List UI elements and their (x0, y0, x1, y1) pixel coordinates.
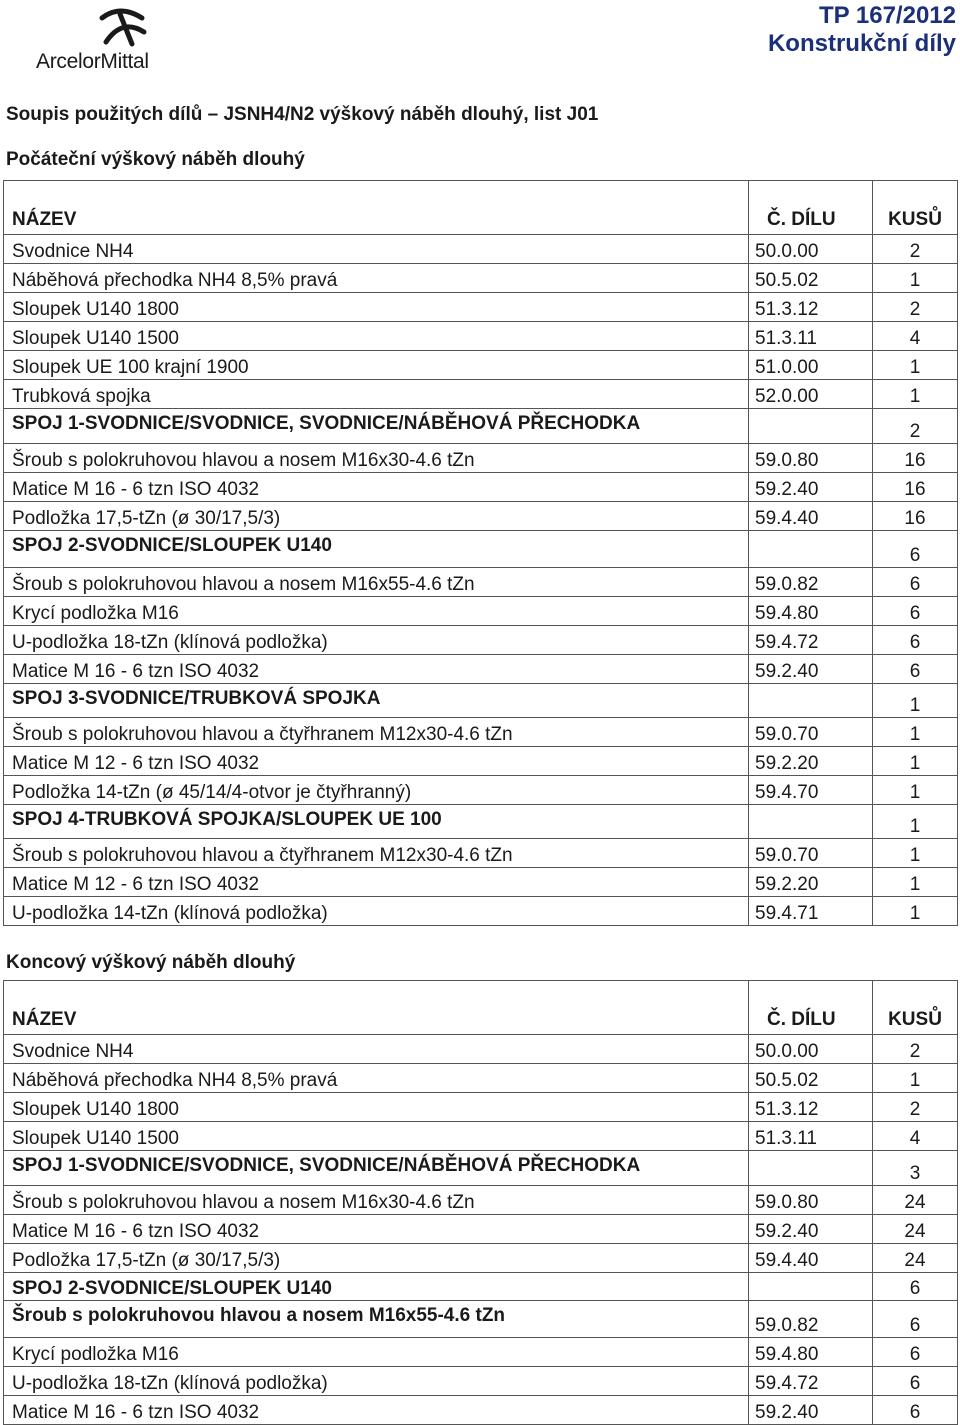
table-row (4, 473, 958, 502)
part-number-cell: 59.4.80 (749, 597, 873, 626)
section-title-final: Koncový výškový náběh dlouhý (6, 952, 296, 973)
part-number-cell: 59.2.20 (749, 747, 873, 776)
part-number-cell (749, 409, 873, 444)
joint-row (4, 684, 958, 718)
quantity-cell: 16 (873, 473, 958, 502)
part-number-cell: 59.0.82 (749, 1301, 873, 1338)
quantity-cell: 6 (873, 1338, 958, 1367)
part-number-cell: 59.4.70 (749, 776, 873, 805)
arcelormittal-logo (36, 8, 166, 72)
quantity-cell: 16 (873, 444, 958, 473)
part-number-cell: 59.0.82 (749, 568, 873, 597)
part-number-cell (749, 684, 873, 718)
quantity-cell: 1 (873, 264, 958, 293)
part-name-cell: Šroub s polokruhovou hlavou a nosem M16x55-4.6 tZn (4, 568, 749, 597)
page-title: Soupis použitých dílů – JSNH4/N2 výškový náběh dlouhý, list J01 (6, 104, 599, 125)
part-name-cell: Matice M 12 - 6 tzn ISO 4032 (4, 868, 749, 897)
parts-table-initial (3, 180, 958, 926)
quantity-cell: 1 (873, 1064, 958, 1093)
quantity-cell: 6 (873, 1273, 958, 1301)
part-number-cell: 50.5.02 (749, 264, 873, 293)
table-row (4, 502, 958, 531)
part-name-cell: U-podložka 18-tZn (klínová podložka) (4, 626, 749, 655)
table-row (4, 264, 958, 293)
part-number-cell: 51.3.12 (749, 293, 873, 322)
column-header-part-no: Č. DÍLU (749, 181, 873, 235)
table-row (4, 322, 958, 351)
part-name-cell: Matice M 16 - 6 tzn ISO 4032 (4, 473, 749, 502)
part-name-cell: Sloupek U140 1500 (4, 322, 749, 351)
quantity-cell: 6 (873, 655, 958, 684)
part-name-cell: SPOJ 1-SVODNICE/SVODNICE, SVODNICE/NÁBĚHOVÁ PŘECHODKA (4, 409, 749, 444)
part-number-cell (749, 805, 873, 839)
quantity-cell: 1 (873, 805, 958, 839)
document-type: Konstrukční díly (767, 30, 956, 57)
table-row (4, 235, 958, 264)
part-number-cell: 59.0.70 (749, 839, 873, 868)
quantity-cell: 1 (873, 868, 958, 897)
part-name-cell: Matice M 16 - 6 tzn ISO 4032 (4, 1396, 749, 1425)
quantity-cell: 1 (873, 897, 958, 926)
part-name-cell: U-podložka 14-tZn (klínová podložka) (4, 897, 749, 926)
part-number-cell: 59.0.70 (749, 718, 873, 747)
part-number-cell: 59.4.80 (749, 1338, 873, 1367)
part-name-cell: Šroub s polokruhovou hlavou a nosem M16x55-4.6 tZn (4, 1301, 749, 1338)
part-number-cell (749, 531, 873, 568)
table-row (4, 868, 958, 897)
part-number-cell: 59.2.20 (749, 868, 873, 897)
logo-text: ArcelorMittal (36, 50, 149, 73)
part-name-cell: Krycí podložka M16 (4, 597, 749, 626)
part-name-cell: SPOJ 2-SVODNICE/SLOUPEK U140 (4, 531, 749, 568)
part-number-cell: 51.3.11 (749, 1122, 873, 1151)
quantity-cell: 1 (873, 747, 958, 776)
part-number-cell (749, 1151, 873, 1186)
table-row (4, 597, 958, 626)
arcelormittal-logo-icon (98, 8, 150, 48)
quantity-cell: 2 (873, 235, 958, 264)
table-row (4, 1064, 958, 1093)
table-row (4, 897, 958, 926)
part-number-cell: 59.4.40 (749, 1244, 873, 1273)
table-row (4, 1093, 958, 1122)
quantity-cell: 6 (873, 626, 958, 655)
part-name-cell: Svodnice NH4 (4, 235, 749, 264)
parts-table-final (3, 980, 958, 1425)
quantity-cell: 1 (873, 776, 958, 805)
column-header-qty: KUSŮ (873, 981, 958, 1035)
quantity-cell: 2 (873, 293, 958, 322)
part-number-cell: 59.4.72 (749, 626, 873, 655)
quantity-cell: 1 (873, 718, 958, 747)
table-row (4, 380, 958, 409)
part-name-cell: Sloupek U140 1800 (4, 293, 749, 322)
quantity-cell: 1 (873, 380, 958, 409)
part-name-cell: Krycí podložka M16 (4, 1338, 749, 1367)
part-number-cell: 59.2.40 (749, 1215, 873, 1244)
part-name-cell: Podložka 14-tZn (ø 45/14/4-otvor je čtyřhranný) (4, 776, 749, 805)
part-name-cell: Podložka 17,5-tZn (ø 30/17,5/3) (4, 1244, 749, 1273)
part-number-cell: 50.0.00 (749, 235, 873, 264)
part-number-cell: 51.3.12 (749, 1093, 873, 1122)
part-number-cell: 59.2.40 (749, 473, 873, 502)
part-number-cell: 52.0.00 (749, 380, 873, 409)
quantity-cell: 6 (873, 1301, 958, 1338)
table-row (4, 444, 958, 473)
part-name-cell: Matice M 16 - 6 tzn ISO 4032 (4, 1215, 749, 1244)
quantity-cell: 6 (873, 1367, 958, 1396)
part-number-cell: 59.2.40 (749, 655, 873, 684)
part-name-cell: U-podložka 18-tZn (klínová podložka) (4, 1367, 749, 1396)
joint-row (4, 1151, 958, 1186)
table-row (4, 776, 958, 805)
table-row (4, 1035, 958, 1064)
table-row (4, 626, 958, 655)
part-name-cell: SPOJ 4-TRUBKOVÁ SPOJKA/SLOUPEK UE 100 (4, 805, 749, 839)
part-name-cell: Sloupek UE 100 krajní 1900 (4, 351, 749, 380)
part-number-cell: 51.0.00 (749, 351, 873, 380)
part-number-cell (749, 1273, 873, 1301)
part-number-cell: 59.4.40 (749, 502, 873, 531)
part-name-cell: Šroub s polokruhovou hlavou a nosem M16x30-4.6 tZn (4, 444, 749, 473)
quantity-cell: 1 (873, 351, 958, 380)
part-name-cell: Matice M 16 - 6 tzn ISO 4032 (4, 655, 749, 684)
part-name-cell: Svodnice NH4 (4, 1035, 749, 1064)
table-row (4, 747, 958, 776)
joint-row (4, 1301, 958, 1338)
part-name-cell: Šroub s polokruhovou hlavou a čtyřhranem M12x30-4.6 tZn (4, 839, 749, 868)
part-number-cell: 59.0.80 (749, 1186, 873, 1215)
part-name-cell: SPOJ 1-SVODNICE/SVODNICE, SVODNICE/NÁBĚHOVÁ PŘECHODKA (4, 1151, 749, 1186)
part-number-cell: 50.0.00 (749, 1035, 873, 1064)
part-name-cell: Náběhová přechodka NH4 8,5% pravá (4, 264, 749, 293)
joint-row (4, 1273, 958, 1301)
table-row (4, 1186, 958, 1215)
table-row (4, 1215, 958, 1244)
table-row (4, 1396, 958, 1425)
quantity-cell: 6 (873, 568, 958, 597)
joint-row (4, 805, 958, 839)
part-number-cell: 51.3.11 (749, 322, 873, 351)
quantity-cell: 2 (873, 1035, 958, 1064)
quantity-cell: 24 (873, 1186, 958, 1215)
quantity-cell: 24 (873, 1244, 958, 1273)
table-row (4, 1338, 958, 1367)
quantity-cell: 4 (873, 322, 958, 351)
quantity-cell: 6 (873, 1396, 958, 1425)
table-row (4, 351, 958, 380)
part-name-cell: Podložka 17,5-tZn (ø 30/17,5/3) (4, 502, 749, 531)
part-name-cell: Matice M 12 - 6 tzn ISO 4032 (4, 747, 749, 776)
part-name-cell: Sloupek U140 1500 (4, 1122, 749, 1151)
section-title-initial: Počáteční výškový náběh dlouhý (6, 149, 305, 170)
quantity-cell: 2 (873, 409, 958, 444)
quantity-cell: 24 (873, 1215, 958, 1244)
quantity-cell: 3 (873, 1151, 958, 1186)
column-header-name: NÁZEV (4, 181, 749, 235)
table-row (4, 1367, 958, 1396)
part-number-cell: 59.4.71 (749, 897, 873, 926)
table-row (4, 1244, 958, 1273)
table-row (4, 718, 958, 747)
part-name-cell: SPOJ 3-SVODNICE/TRUBKOVÁ SPOJKA (4, 684, 749, 718)
table-row (4, 655, 958, 684)
part-number-cell: 50.5.02 (749, 1064, 873, 1093)
part-name-cell: Náběhová přechodka NH4 8,5% pravá (4, 1064, 749, 1093)
quantity-cell: 2 (873, 1093, 958, 1122)
part-number-cell: 59.2.40 (749, 1396, 873, 1425)
column-header-name: NÁZEV (4, 981, 749, 1035)
quantity-cell: 16 (873, 502, 958, 531)
part-name-cell: Sloupek U140 1800 (4, 1093, 749, 1122)
part-name-cell: Šroub s polokruhovou hlavou a čtyřhranem M12x30-4.6 tZn (4, 718, 749, 747)
column-header-part-no: Č. DÍLU (749, 981, 873, 1035)
table-row (4, 568, 958, 597)
table-row (4, 293, 958, 322)
quantity-cell: 1 (873, 684, 958, 718)
quantity-cell: 6 (873, 597, 958, 626)
part-number-cell: 59.0.80 (749, 444, 873, 473)
table-header-row (4, 181, 958, 235)
document-number: TP 167/2012 (818, 2, 956, 29)
table-header-row (4, 981, 958, 1035)
joint-row (4, 531, 958, 568)
quantity-cell: 1 (873, 839, 958, 868)
quantity-cell: 4 (873, 1122, 958, 1151)
table-row (4, 839, 958, 868)
part-number-cell: 59.4.72 (749, 1367, 873, 1396)
joint-row (4, 409, 958, 444)
quantity-cell: 6 (873, 531, 958, 568)
part-name-cell: Šroub s polokruhovou hlavou a nosem M16x30-4.6 tZn (4, 1186, 749, 1215)
document-header (768, 2, 956, 58)
table-row (4, 1122, 958, 1151)
part-name-cell: SPOJ 2-SVODNICE/SLOUPEK U140 (4, 1273, 749, 1301)
column-header-qty: KUSŮ (873, 181, 958, 235)
part-name-cell: Trubková spojka (4, 380, 749, 409)
